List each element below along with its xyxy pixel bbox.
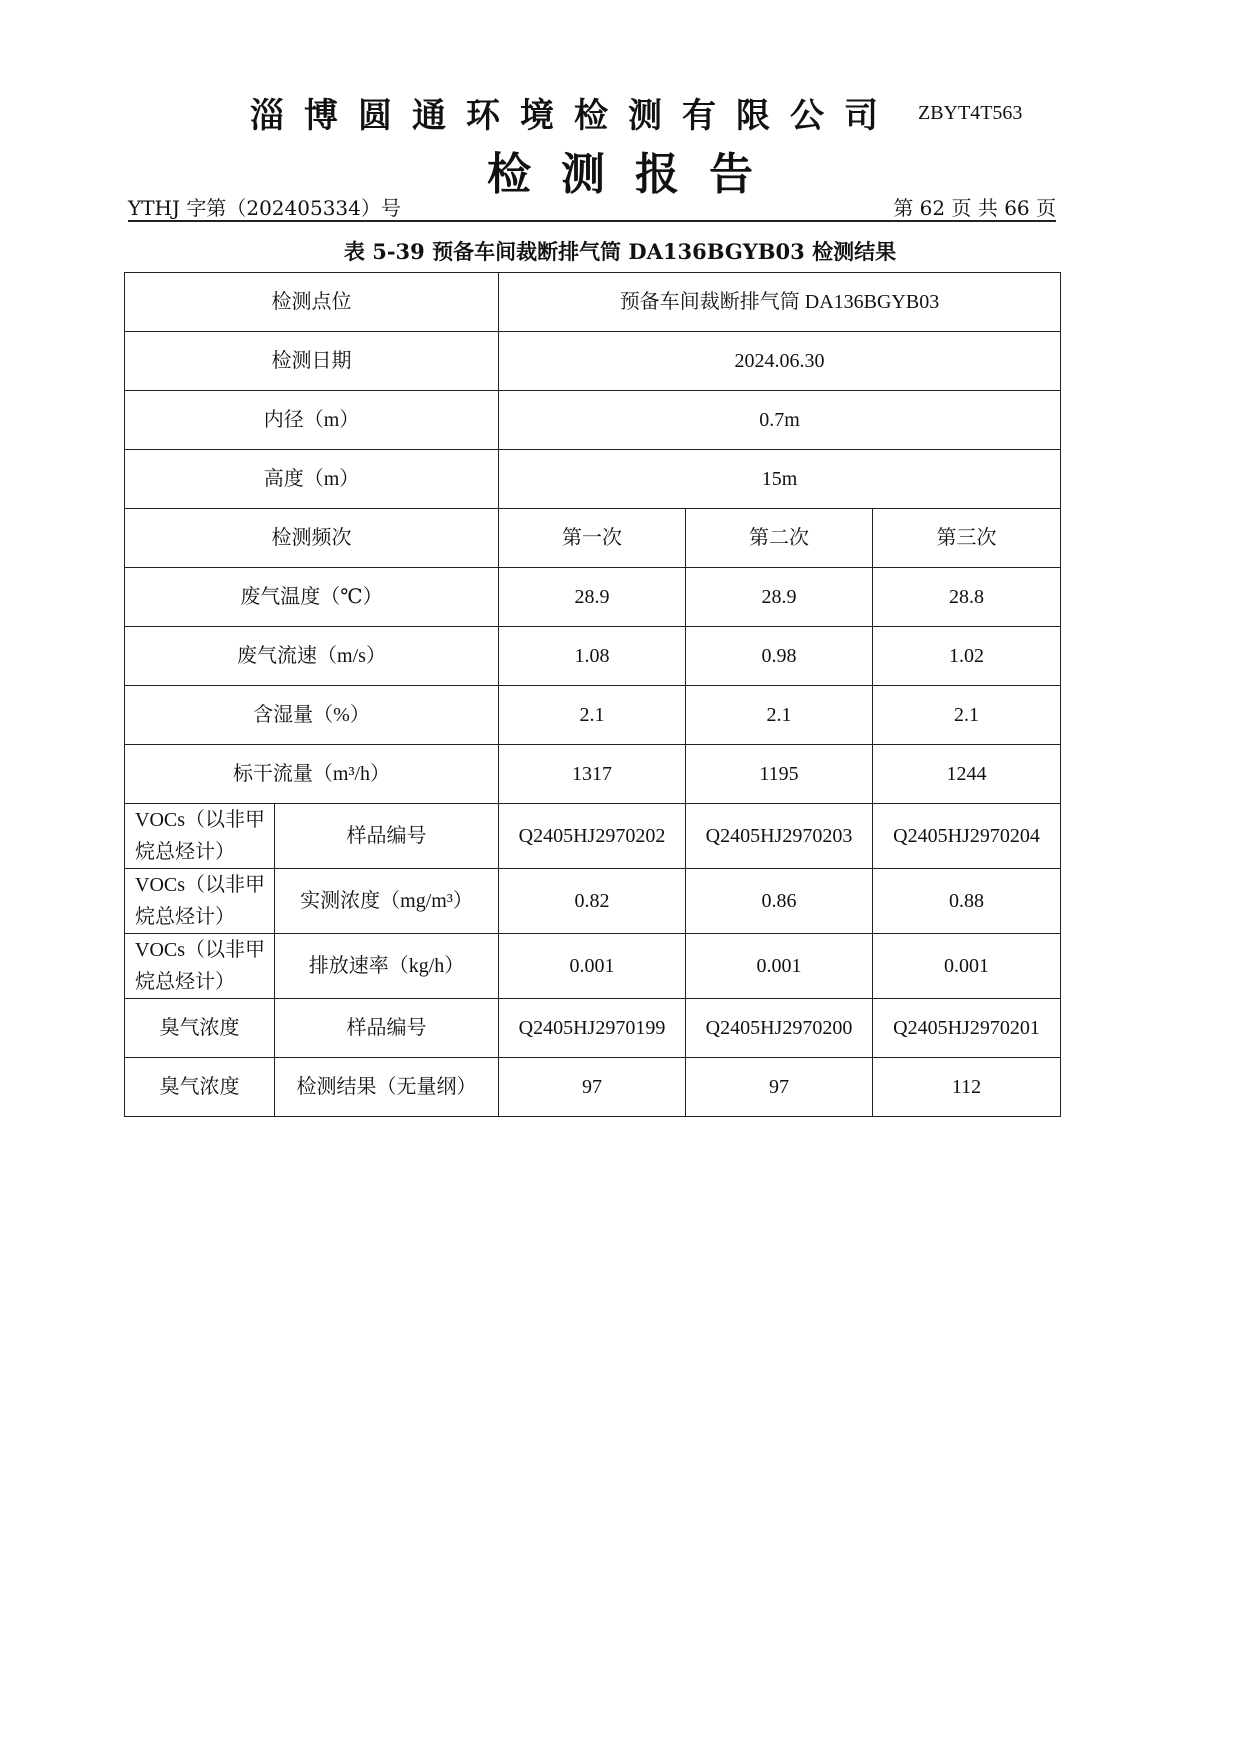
row-label: 标干流量（m³/h）	[125, 745, 499, 804]
odor-group-label: 臭气浓度	[125, 999, 275, 1058]
row-label: 样品编号	[275, 999, 499, 1058]
cell-value: 2.1	[686, 686, 873, 745]
voc-group-label: VOCs（以非甲烷总烃计）	[125, 804, 275, 869]
cell-value: 1195	[686, 745, 873, 804]
cell-value: Q2405HJ2970204	[873, 804, 1061, 869]
report-subheader	[128, 192, 1056, 222]
table-row	[125, 509, 1061, 568]
diameter-label: 内径（m）	[125, 391, 499, 450]
point-value: 预备车间裁断排气筒 DA136BGYB03	[499, 273, 1061, 332]
row-label: 排放速率（kg/h）	[275, 934, 499, 999]
cell-value: Q2405HJ2970199	[499, 999, 686, 1058]
cell-value: 2.1	[873, 686, 1061, 745]
cell-value: 1244	[873, 745, 1061, 804]
cell-value: 0.001	[499, 934, 686, 999]
cell-value: 0.88	[873, 869, 1061, 934]
cell-value: 28.9	[499, 568, 686, 627]
table-row	[125, 869, 1061, 934]
cell-value: 0.98	[686, 627, 873, 686]
table-row	[125, 450, 1061, 509]
cell-value: 97	[686, 1058, 873, 1117]
date-value: 2024.06.30	[499, 332, 1061, 391]
document-code: ZBYT4T563	[918, 102, 1023, 124]
table-row	[125, 627, 1061, 686]
cell-value: 0.001	[686, 934, 873, 999]
frequency-1: 第一次	[499, 509, 686, 568]
cell-value: 97	[499, 1058, 686, 1117]
company-name: 淄博圆通环境检测有限公司	[250, 96, 898, 136]
table-row	[125, 273, 1061, 332]
cell-value: 2.1	[499, 686, 686, 745]
point-label: 检测点位	[125, 273, 499, 332]
row-label: 实测浓度（mg/m³）	[275, 869, 499, 934]
row-label: 废气温度（℃）	[125, 568, 499, 627]
voc-group-label: VOCs（以非甲烷总烃计）	[125, 934, 275, 999]
row-label: 含湿量（%）	[125, 686, 499, 745]
row-label: 样品编号	[275, 804, 499, 869]
table-row	[125, 999, 1061, 1058]
voc-group-label: VOCs（以非甲烷总烃计）	[125, 869, 275, 934]
cell-value: 0.001	[873, 934, 1061, 999]
cell-value: 0.86	[686, 869, 873, 934]
frequency-3: 第三次	[873, 509, 1061, 568]
table-row	[125, 686, 1061, 745]
result-table	[124, 272, 1061, 1117]
cell-value: 1317	[499, 745, 686, 804]
cell-value: Q2405HJ2970202	[499, 804, 686, 869]
report-number: YTHJ 字第（202405334）号	[128, 196, 401, 220]
diameter-value: 0.7m	[499, 391, 1061, 450]
table-row	[125, 568, 1061, 627]
cell-value: 1.08	[499, 627, 686, 686]
odor-group-label: 臭气浓度	[125, 1058, 275, 1117]
cell-value: 1.02	[873, 627, 1061, 686]
table-row	[125, 934, 1061, 999]
table-row	[125, 332, 1061, 391]
table-row	[125, 391, 1061, 450]
table-row	[125, 1058, 1061, 1117]
cell-value: 112	[873, 1058, 1061, 1117]
cell-value: Q2405HJ2970203	[686, 804, 873, 869]
height-value: 15m	[499, 450, 1061, 509]
row-label: 废气流速（m/s）	[125, 627, 499, 686]
cell-value: 28.9	[686, 568, 873, 627]
table-row	[125, 804, 1061, 869]
cell-value: Q2405HJ2970201	[873, 999, 1061, 1058]
frequency-2: 第二次	[686, 509, 873, 568]
page-info: 第 62 页 共 66 页	[893, 196, 1056, 220]
table-caption: 表 5-39 预备车间裁断排气筒 DA136BGYB03 检测结果	[343, 239, 897, 264]
frequency-label: 检测频次	[125, 509, 499, 568]
height-label: 高度（m）	[125, 450, 499, 509]
report-title: 检测报告	[487, 149, 783, 200]
row-label: 检测结果（无量纲）	[275, 1058, 499, 1117]
cell-value: 0.82	[499, 869, 686, 934]
date-label: 检测日期	[125, 332, 499, 391]
cell-value: Q2405HJ2970200	[686, 999, 873, 1058]
cell-value: 28.8	[873, 568, 1061, 627]
table-row	[125, 745, 1061, 804]
